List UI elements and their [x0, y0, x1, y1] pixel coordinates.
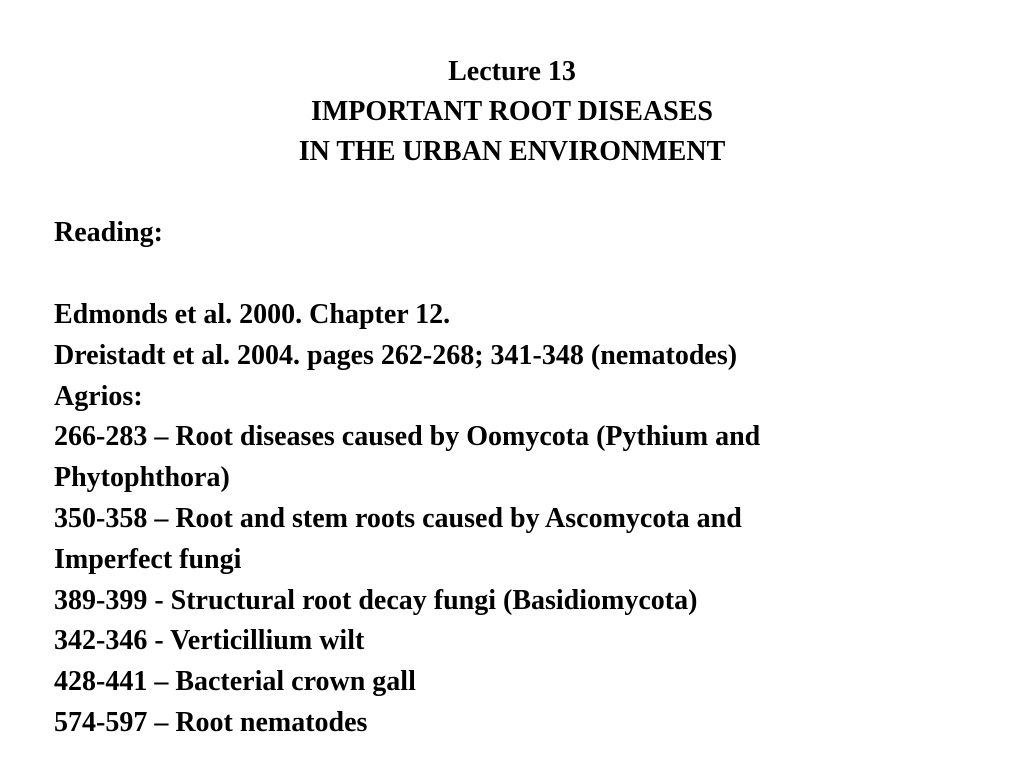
- reading-line-oomycota-cont: Phytophthora): [54, 462, 230, 494]
- reading-line-dreistadt: Dreistadt et al. 2004. pages 262-268; 341-348 (nematodes): [54, 339, 738, 371]
- slide-title: [0, 52, 1024, 172]
- title-lecture-number: Lecture 13: [448, 56, 576, 87]
- reading-line-ascomycota: 350-358 – Root and stem roots caused by Ascomycota and: [54, 502, 742, 534]
- reading-line-oomycota: 266-283 – Root diseases caused by Oomycota (Pythium and: [54, 421, 761, 453]
- reading-line-agrios: Agrios:: [54, 380, 143, 412]
- reading-line-verticillium: 342-346 - Verticillium wilt: [54, 625, 365, 657]
- reading-line-ascomycota-cont: Imperfect fungi: [54, 543, 242, 575]
- reading-line-edmonds: Edmonds et al. 2000. Chapter 12.: [54, 299, 451, 330]
- reading-heading: Reading:: [54, 217, 163, 248]
- reading-line-nematodes: 574-597 – Root nematodes: [54, 706, 368, 738]
- title-main: IMPORTANT ROOT DISEASES: [310, 96, 713, 127]
- reading-line-crown-gall: 428-441 – Bacterial crown gall: [54, 666, 416, 698]
- title-subtitle: IN THE URBAN ENVIRONMENT: [298, 136, 726, 167]
- reading-list: [54, 295, 984, 744]
- reading-line-basidiomycota: 389-399 - Structural root decay fungi (Basidiomycota): [54, 584, 698, 616]
